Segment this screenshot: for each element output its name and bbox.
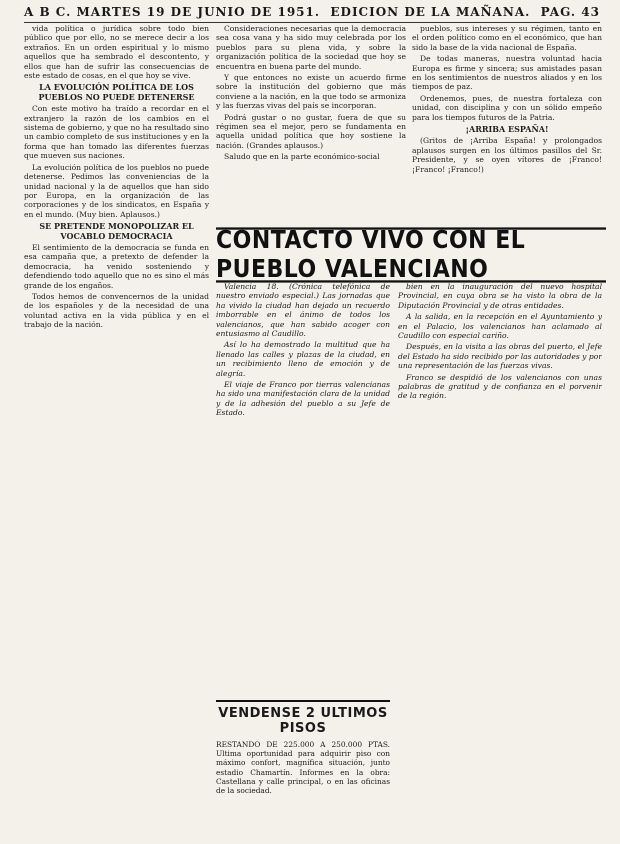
paragraph: (Gritos de ¡Arriba España! y prolongados aplausos surgen en los últimos pasillos del Sr. Presidente, y se oyen vítores de ¡Franco! ¡Franco! ¡Franco!) bbox=[412, 136, 602, 174]
paragraph: De todas maneras, nuestra voluntad hacia Europa es firme y sincera; sus amistades pasan en los sentimientos de nuestros aliados y en los tiempos de paz. bbox=[412, 54, 602, 92]
column-2 bbox=[216, 24, 406, 230]
section-heading: LA EVOLUCIÓN POLÍTICA DE LOS PUEBLOS NO PUEDE DETENERSE bbox=[38, 82, 195, 102]
paragraph: Valencia 18. (Crónica telefónica de nuestro enviado especial.) Las jornadas que ha vivido la ciudad han dejado un recuerdo imborrable en el ánimo de todos los valencianos, que han sabido acoger con entusiasmo al Caudillo. bbox=[216, 282, 390, 339]
paragraph: Todos hemos de convencernos de la unidad de los españoles y de la necesidad de una voluntad activa en la vida pública y en el trabajo de la nación. bbox=[24, 291, 209, 330]
header-date: A B C. MARTES 19 DE JUNIO DE 1951. bbox=[24, 5, 321, 19]
paragraph: bien en la inauguración del nuevo hospital Provincial, en cuya obra se ha visto la obra de la Diputación Provincial y de otras entidades. bbox=[398, 282, 602, 310]
section-heading: SE PRETENDE MONOPOLIZAR EL VOCABLO DEMOCRACIA bbox=[39, 221, 194, 241]
paragraph: Franco se despidió de los valencianos con unas palabras de gratitud y de confianza en el porvenir de la región. bbox=[398, 372, 602, 401]
paragraph: Con este motivo ha traído a recordar en el extranjero la razón de los cambios en el sistema de gobierno, y que no ha resultado sino un cambio completo de sus instituciones y en la forma que han tomado las diferentes fuerzas que mueven sus naciones. bbox=[24, 104, 209, 161]
story-column-right bbox=[398, 282, 602, 836]
header-edition: EDICION DE LA MAÑANA. bbox=[330, 5, 531, 19]
page-header bbox=[24, 2, 600, 23]
paragraph: Ordenemos, pues, de nuestra fortaleza con unidad, con disciplina y con un sólido empeño para los tiempos futuros de la Patria. bbox=[412, 93, 602, 122]
paragraph: Podrá gustar o no gustar, fuera de que su régimen sea el mejor, pero se fundamenta en aquella unidad política que hoy sostiene la nación. (Grandes aplausos.) bbox=[216, 112, 406, 150]
paragraph: Y que entonces no existe un acuerdo firme sobre la institución del gobierno que más conviene a la nación, en la que todo se armoniza y las fuerzas vivas del país se incorporan. bbox=[216, 73, 406, 111]
paragraph: Así lo ha demostrado la multitud que ha llenado las calles y plazas de la ciudad, en un recibimiento lleno de emoción y de alegría. bbox=[216, 340, 390, 378]
paragraph: pueblos, sus intereses y su régimen, tanto en el orden político como en el económico, que han sido la base de la vida nacional de España. bbox=[412, 24, 602, 52]
column-1 bbox=[24, 24, 209, 836]
paragraph: vida política o jurídica sobre todo bien público que por ello, no se merece decir a los extraños. En un orden espiritual y lo mismo aquellos que ha sembrado el descontento, y ellos que han de sufrir las consecuencias de este estado de cosas, en el que hoy se vive. bbox=[24, 24, 209, 81]
headline-banner: CONTACTO VIVO CON EL PUEBLO VALENCIANO bbox=[216, 227, 606, 282]
paragraph: Después, en la visita a las obras del puerto, el Jefe del Estado ha sido recibido por las autoridades y por una representación de las fuerzas vivas. bbox=[398, 342, 602, 371]
story-column-left bbox=[216, 282, 390, 702]
classified-ad bbox=[216, 700, 390, 838]
paragraph: A la salida, en la recepción en el Ayuntamiento y en el Palacio, los valencianos han aclamado al Caudillo con especial cariño. bbox=[398, 312, 602, 341]
header-page: PAG. 43 bbox=[540, 5, 600, 19]
paragraph: El sentimiento de la democracia se funda en esa campaña que, a pretexto de defender la democracia, ha venido sosteniendo y defendiendo todo aquello que no es sino el más grande de los engaños. bbox=[24, 242, 209, 290]
ad-body: RESTANDO DE 225.000 A 250.000 PTAS. Ultima oportunidad para adquirir piso con máximo confort, magnífica situación, junto estadio Chamartín. Informes en la obra: Castellana y calle principal, o en las oficinas de la sociedad. bbox=[216, 740, 390, 796]
paragraph: El viaje de Franco por tierras valencianas ha sido una manifestación clara de la unidad y de la adhesión del pueblo a su Jefe de Estado. bbox=[216, 380, 390, 418]
paragraph: Saludo que en la parte económico-social bbox=[224, 152, 380, 162]
paragraph: Consideraciones necesarias que la democracia sea cosa vana y ha sido muy celebrada por los pueblos para su plena vida, y sobre la organización política de la sociedad que hoy se encuentra en buena parte del mundo. bbox=[216, 24, 406, 71]
ad-title: VENDENSE 2 ULTIMOS PISOS bbox=[218, 706, 388, 736]
section-heading: ¡ARRIBA ESPAÑA! bbox=[465, 124, 549, 135]
paragraph: La evolución política de los pueblos no puede detenerse. Pedimos las conveniencias de la unidad nacional y la de aquellos que han sido por Europa, en la organización de las corporaciones y de los sindicatos, en España y en el mundo. (Muy bien. Aplausos.) bbox=[24, 162, 209, 219]
column-3 bbox=[412, 24, 602, 230]
